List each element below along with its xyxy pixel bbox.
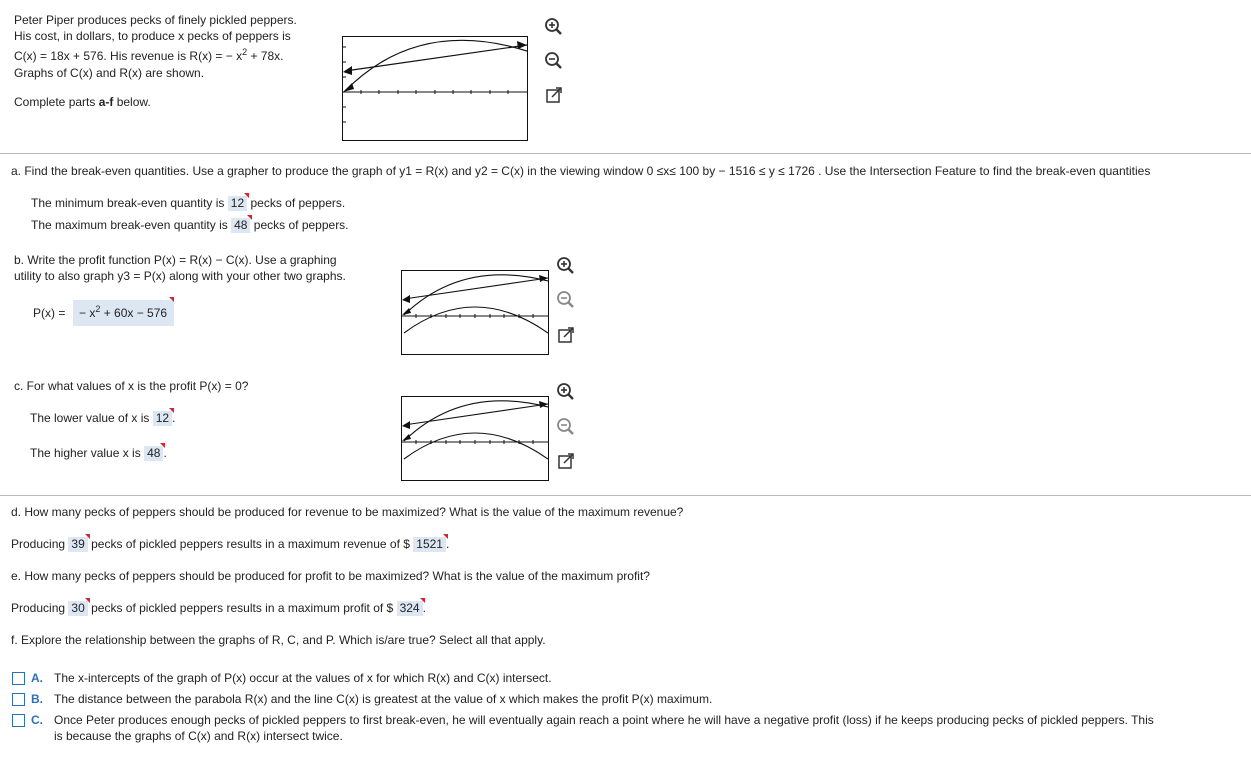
option-c: C. Once Peter produces enough pecks of pickled peppers to first break-even, he will eventually again reach a point where he will have a negative profit (loss) if he keeps producing pecks of pickled peppers. This <box>31 713 1154 727</box>
zoom-in-icon[interactable] <box>556 382 576 402</box>
intro-line-1: Peter Piper produces pecks of finely pickled peppers. <box>14 13 297 27</box>
intro-line-3: C(x) = 18x + 576. His revenue is R(x) = − $x^2 + 78x$. <box>14 47 284 63</box>
part-e-answer-row: Producing 30 pecks of pickled peppers results in a maximum profit of $ 324 . <box>11 601 426 615</box>
max-breakeven-answer[interactable]: 48 <box>231 218 250 233</box>
part-e-question: e. How many pecks of peppers should be produced for profit to be maximized? What is the value of the maximum profit? <box>11 569 650 583</box>
part-a-max-row: The maximum break-even quantity is 48 pecks of peppers. <box>31 218 349 232</box>
profit-pecks-answer[interactable]: 30 <box>68 601 87 616</box>
part-a-min-row: The minimum break-even quantity is 12 pecks of peppers. <box>31 196 346 210</box>
intro-line-4: Graphs of C(x) and R(x) are shown. <box>14 66 205 80</box>
part-d-question: d. How many pecks of peppers should be produced for revenue to be maximized? What is the value of the maximum revenue? <box>11 505 684 519</box>
complete-parts-text: Complete parts a-f below. <box>14 95 151 109</box>
max-revenue-answer[interactable]: 1521 <box>413 537 446 552</box>
part-f-question: f. Explore the relationship between the graphs of R, C, and P. Which is/are true? Select all that apply. <box>11 633 546 647</box>
min-breakeven-answer[interactable]: 12 <box>228 196 247 211</box>
higher-x-answer[interactable]: 48 <box>144 446 163 461</box>
revenue-pecks-answer[interactable]: 39 <box>68 537 87 552</box>
popout-icon[interactable] <box>556 451 576 471</box>
popout-icon[interactable] <box>544 85 564 105</box>
popout-icon[interactable] <box>556 325 576 345</box>
graph-cost-revenue <box>342 36 528 141</box>
option-b-checkbox[interactable] <box>12 693 25 706</box>
zoom-out-icon[interactable] <box>556 417 576 437</box>
option-c-checkbox[interactable] <box>12 714 25 727</box>
part-c-lower-row: The lower value of x is 12 . <box>30 411 176 425</box>
profit-function-answer[interactable]: − $x^2 + 60x - 576$ <box>73 300 174 326</box>
lower-x-answer[interactable]: 12 <box>153 411 172 426</box>
option-a: A. The x-intercepts of the graph of P(x) occur at the values of x for which R(x) and C(x) intersect. <box>31 671 552 685</box>
part-b-line-1: b. Write the profit function P(x) = R(x) − C(x). Use a graphing <box>14 253 337 267</box>
option-b: B. The distance between the parabola R(x) and the line C(x) is greatest at the value of x which makes the profit P(x) maximum. <box>31 692 713 706</box>
zoom-out-icon[interactable] <box>556 290 576 310</box>
zoom-in-icon[interactable] <box>544 17 564 37</box>
y-ticks <box>343 47 346 122</box>
part-d-answer-row: Producing 39 pecks of pickled peppers results in a maximum revenue of $ 1521 . <box>11 537 450 551</box>
zoom-in-icon[interactable] <box>556 256 576 276</box>
part-c-higher-row: The higher value x is 48 . <box>30 446 167 460</box>
max-profit-answer[interactable]: 324 <box>397 601 423 616</box>
graph-profit-zeros <box>401 396 549 481</box>
graph-cost-revenue-profit <box>401 270 549 355</box>
intro-line-2: His cost, in dollars, to produce x pecks of peppers is <box>14 29 291 43</box>
part-b-line-2: utility to also graph y3 = P(x) along with your other two graphs. <box>14 269 346 283</box>
part-a-question: a. Find the break-even quantities. Use a grapher to produce the graph of y1 = R(x) and y2 = C(x) in the viewing window 0 ≤x≤ 100 by − 1516 ≤ y ≤ 1726 . Use the Intersection Feature to find the break-even quantities <box>11 164 1151 178</box>
option-a-checkbox[interactable] <box>12 672 25 685</box>
revenue-curve <box>345 40 527 91</box>
profit-label: P(x) = <box>33 306 66 320</box>
cost-line <box>345 45 527 71</box>
option-c-line-2: is because the graphs of C(x) and R(x) intersect twice. <box>54 729 343 743</box>
part-c-question: c. For what values of x is the profit P(x) = 0? <box>14 379 249 393</box>
flag-marker <box>169 297 174 302</box>
zoom-out-icon[interactable] <box>544 51 564 71</box>
